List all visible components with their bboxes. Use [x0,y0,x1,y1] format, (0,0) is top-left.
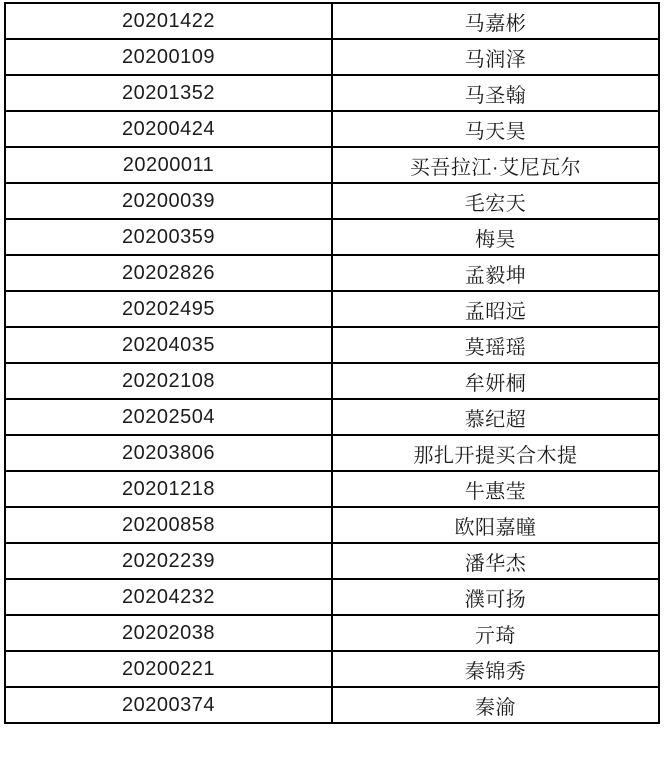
student-id-cell: 20202038 [5,615,332,651]
student-id-cell: 20204035 [5,327,332,363]
student-name-cell: 马天昊 [332,111,659,147]
student-id-cell: 20202239 [5,543,332,579]
table-row [5,507,659,543]
student-name-cell: 孟毅坤 [332,255,659,291]
roster-body [5,3,659,723]
student-id-cell: 20200858 [5,507,332,543]
student-name-cell: 亓琦 [332,615,659,651]
table-row [5,219,659,255]
table-row [5,3,659,39]
table-row [5,687,659,723]
table-row [5,39,659,75]
table-row [5,255,659,291]
student-name-cell: 牟妍桐 [332,363,659,399]
student-id-cell: 20200039 [5,183,332,219]
student-name-cell: 马圣翰 [332,75,659,111]
table-row [5,651,659,687]
student-name-cell: 马润泽 [332,39,659,75]
student-name-cell: 毛宏天 [332,183,659,219]
student-id-cell: 20202826 [5,255,332,291]
student-name-cell: 莫瑶瑶 [332,327,659,363]
student-name-cell: 秦锦秀 [332,651,659,687]
table-row [5,615,659,651]
student-name-cell: 孟昭远 [332,291,659,327]
table-row [5,291,659,327]
student-id-cell: 20200011 [5,147,332,183]
table-row [5,75,659,111]
table-row [5,471,659,507]
table-row [5,327,659,363]
student-id-cell: 20202504 [5,399,332,435]
student-id-cell: 20200221 [5,651,332,687]
student-name-cell: 慕纪超 [332,399,659,435]
student-name-cell: 濮可扬 [332,579,659,615]
student-name-cell: 那扎开提买合木提 [332,435,659,471]
student-id-cell: 20202495 [5,291,332,327]
table-row [5,363,659,399]
student-id-cell: 20200374 [5,687,332,723]
table-row [5,183,659,219]
student-name-cell: 马嘉彬 [332,3,659,39]
student-id-cell: 20201352 [5,75,332,111]
student-id-cell: 20200359 [5,219,332,255]
table-row [5,111,659,147]
student-id-cell: 20203806 [5,435,332,471]
student-name-cell: 秦渝 [332,687,659,723]
student-id-cell: 20201422 [5,3,332,39]
student-name-cell: 买吾拉江·艾尼瓦尔 [332,147,659,183]
table-row [5,147,659,183]
student-id-cell: 20201218 [5,471,332,507]
student-roster-table [4,2,660,724]
student-id-cell: 20202108 [5,363,332,399]
student-name-cell: 牛惠莹 [332,471,659,507]
table-row [5,579,659,615]
table-row [5,435,659,471]
student-id-cell: 20200424 [5,111,332,147]
table-row [5,543,659,579]
student-name-cell: 欧阳嘉瞳 [332,507,659,543]
student-id-cell: 20204232 [5,579,332,615]
student-name-cell: 梅昊 [332,219,659,255]
student-name-cell: 潘华杰 [332,543,659,579]
table-row [5,399,659,435]
student-id-cell: 20200109 [5,39,332,75]
